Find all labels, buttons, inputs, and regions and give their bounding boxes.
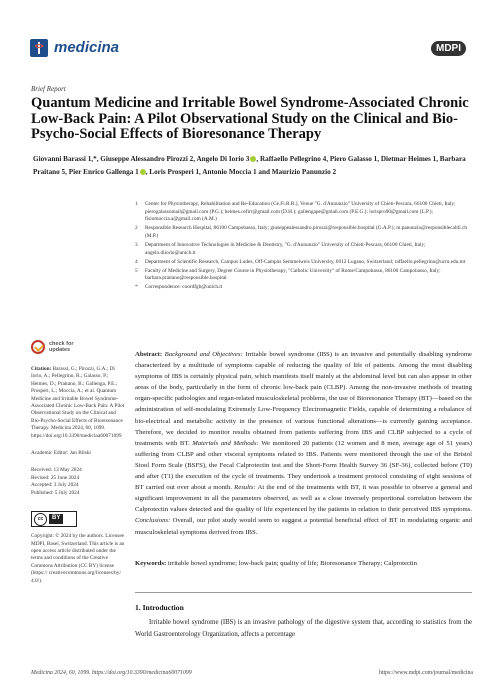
correspondence: * Correspondence: coordfgb@unich.it xyxy=(135,284,223,291)
author[interactable]: Giovanni Barassi 1,*, xyxy=(33,155,99,163)
cc-by-license-icon[interactable]: cc BY xyxy=(31,511,77,527)
abstract: Abstract: Background and Objectives: Irritable bowel syndrome (IBS) is an invasive and potentially disabling syndrome characterized by a multitude of symptoms capable of reducing the quality of life of patients. Among the most disabling symptoms of IBS is certainly physical pain, which manifests itself mainly at the abdominal level but can also appear in other areas of the body, particularly in the form of chronic low-back pain (CLBP). Among the non-invasive methods of treating organ-specific pathologies and organ-related musculoskeletal problems, the use of Bioresonance Therapy (BT)—based on the administration of self-modulating Extremely Low-Frequency Electromagnetic Fields, capable of determining a rebalance of bio-electrical and metabolic activity in the presence of various functional alterations—is currently gaining acceptance. Therefore, we decided to monitor results obtained from patients suffering from IBS and CLBP subjected to a cycle of treatments with BT. Materials and Methods: We monitored 20 patients (12 women and 8 men, average age of 51 years) suffering from CLBP and other visceral symptoms related to IBS. Patients were monitored through the use of the Bristol Stool Form Scale (BSFS), the Fecal Calprotectin test and the Short-Form Health Survey 36 (SF-36), collected before (T0) and after (T1) the execution of the cycle of treatments. They undertook a treatment protocol consisting of eight sessions of BT carried out over about a month. Results: At the end of the treatments with BT, it was possible to observe a general and significant improvement in all the parameters observed, as well as a close inversely proportional correlation between the Calprotectin values detected and the quality of life experienced by the patients in relation to their perceived IBS symptoms. Conclusions: Overall, our pilot study would seem to suggest a potential beneficial effect of BT in modulating organic and musculoskeletal symptoms derived from IBS. xyxy=(135,351,473,536)
publisher-logo[interactable]: MDPI xyxy=(431,41,466,56)
keywords: Keywords: irritable bowel syndrome; low-back pain; quality of life; Bioresonance Therapy; Calprotectin xyxy=(135,560,417,567)
orcid-icon[interactable] xyxy=(250,156,256,162)
article-sidebar xyxy=(31,340,126,585)
affiliation-item: 4 Department of Scientific Research, Campus Ludes, Off-Campus Semmelweis University, 6912 Lugano, Switzerland; raffaello.pellegrino@ucm.edu.mt xyxy=(135,258,466,265)
journal-header xyxy=(30,37,470,63)
author[interactable]: Antonio Moccia 1 xyxy=(202,167,257,176)
affiliations xyxy=(135,201,475,294)
affiliation-item: 2 Responsible Research Hospital, 86100 Campobasso, Italy; giuseppealessandro.pirozzi@responsible.hospital (G.A.P.); m.panunzio@responsiblecaltli.ch (M.P.) xyxy=(135,225,468,239)
article-title: Quantum Medicine and Irritable Bowel Syndrome-Associated Chronic Low-Back Pain: A Pilot Observational Study on the Clinical and Bio-Psycho-Social Effects of Bioresonance Therapy xyxy=(31,95,469,142)
author-list: Giovanni Barassi 1,*, Giuseppe Alessandro Pirozzi 2, Angelo Di Iorio 3 , Raffaello Pellegrino 4, Piero Galasso 1, Dietmar Heimes 1, Barbara Praitano 5, Pier Enrico Gallenga 1 , Loris Prosperi 1, Antonio Moccia 1 and Maurizio Panunzio 2 xyxy=(33,155,466,176)
author[interactable]: Pier Enrico Gallenga 1 xyxy=(68,167,139,176)
orcid-icon[interactable] xyxy=(140,169,146,175)
section-divider xyxy=(135,592,472,593)
author[interactable]: Dietmar Heimes 1, xyxy=(380,155,438,163)
author[interactable]: Raffaello Pellegrino 4, xyxy=(259,155,329,163)
affiliation-item: 3 Department of Innovative Technologies in Medicine & Dentistry, "G. d'Annunzio" University of Chieti-Pescara, 66100 Chieti, Italy; angelo.diiorio@unich.it xyxy=(135,241,426,256)
citation: Citation: Barassi, G.; Pirozzi, G.A.; Di Iorio, A.; Pellegrino, R.; Galasso, P.; Heimes, D.; Praitano, B.; Gallenga, P.E.; Prosperi, L.; Moccia, A.; et al. Quantum Medicine and Irritable Bowel Syndrome-Associated Chronic Low-Back Pain: A Pilot Observational Study on the Clinical and Bio-Psycho-Social Effects of Bioresonance Therapy. Medicina 2024, 60, 1099. https://doi.org/10.3390/medicina60071099 xyxy=(31,366,125,439)
journal-logo-icon xyxy=(30,39,48,57)
check-updates-icon xyxy=(31,340,45,354)
author[interactable]: and Maurizio Panunzio 2 xyxy=(258,167,337,176)
journal-name[interactable]: medicina xyxy=(54,39,120,56)
article-type: Brief Report xyxy=(31,85,66,93)
academic-editor: Academic Editor: Jan Bilski xyxy=(31,450,91,457)
footer-journal-link[interactable]: https://www.mdpi.com/journal/medicina xyxy=(379,670,473,676)
affiliation-item: 5 Faculty of Medicine and Surgery, Degree Course in Physiotherapy, "Catholic University" of Rome/Campobasso, 86100 Campobasso, Italy; barbara.praitano@responsible.hospital xyxy=(135,267,441,282)
author[interactable]: Loris Prosperi 1, xyxy=(149,167,201,176)
publication-dates: Received: 13 May 2024 Revised: 25 June 2024 Accepted: 3 July 2024 Published: 5 July 2024 xyxy=(31,467,82,496)
author[interactable]: Giuseppe Alessandro Pirozzi 2, xyxy=(100,155,196,163)
author[interactable]: Piero Galasso 1, xyxy=(329,155,380,163)
section-heading: 1. Introduction xyxy=(135,603,184,612)
check-updates-button[interactable]: check for updates xyxy=(31,340,126,354)
intro-paragraph: Irritable bowel syndrome (IBS) is an invasive pathology of the digestive system that, according to statistics from the World Gastroenterology Organization, affects a percentage xyxy=(135,619,472,638)
footer-citation[interactable]: Medicina 2024, 60, 1099. https://doi.org/10.3390/medicina60071099 xyxy=(31,670,192,676)
author[interactable]: Angelo Di Iorio 3 xyxy=(196,155,250,163)
affiliation-item: 1 Center for Physiotherapy, Rehabilitation and Re-Education (Ce.Fi.R.R.), Venue "G. d'Annunzio" University of Chieti-Pescara, 66100 Chieti, Italy; pierogalassomail@gmail.com (P.G.); heimes.cefirr@gmail.com (D.H.); gallengape@gmail.com (P.E.G.); lorispro90@gmail.com (L.P.); fisiomoccia.a@gmail.com (A.M.) xyxy=(135,201,456,223)
author[interactable]: Barbara Praitano 5, xyxy=(33,155,466,176)
copyright-notice: Copyright: © 2024 by the authors. Licensee MDPI, Basel, Switzerland. This article is an open access article distributed under the terms and conditions of the Creative Commons Attribution (CC BY) license (https:// creativecommons.org/licenses/by/ 4.0/). xyxy=(31,533,125,584)
